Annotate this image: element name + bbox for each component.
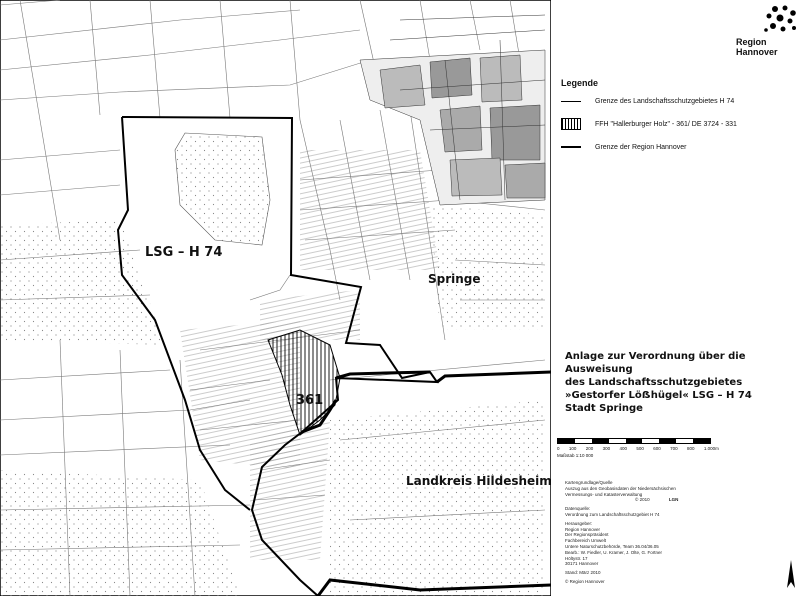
legend-hatch-icon bbox=[561, 118, 581, 130]
legend-label: Grenze des Landschaftsschutzgebietes H 74 bbox=[595, 97, 735, 105]
legend-label: FFH "Hallerburger Holz" - 361/ DE 3724 - 331 bbox=[595, 120, 737, 128]
scale-ticks: 0 100 200 300 400 500 600 700 800 1.000m bbox=[557, 446, 719, 451]
legend-item-region bbox=[561, 141, 686, 153]
imprint-date: Stand: März 2010 bbox=[565, 570, 601, 576]
imprint-heading: Herausgeber: bbox=[565, 520, 593, 526]
north-arrow-icon bbox=[787, 560, 795, 590]
meadow-area bbox=[430, 205, 545, 330]
map-title bbox=[565, 350, 800, 415]
legend-item-lsg bbox=[561, 95, 734, 107]
logo-text: Region Hannover bbox=[736, 37, 778, 57]
scale-bar-graphic bbox=[557, 438, 711, 444]
ffh-361-label: 361 bbox=[296, 393, 324, 408]
imprint-footer: © Region Hannover bbox=[565, 578, 605, 584]
meadow-area bbox=[330, 400, 545, 596]
hildesheim-label: Landkreis Hildesheim bbox=[406, 474, 552, 488]
legend-item-ffh bbox=[561, 118, 737, 130]
title-line: Anlage zur Verordnung über die Ausweisung bbox=[565, 351, 746, 375]
lsg-label: LSG – H 74 bbox=[145, 245, 223, 260]
legend-line-thick-icon bbox=[561, 141, 581, 153]
imprint: Kartengrundlage/Quelle Auszug aus den Geobasisdaten der Niedersächsischen Vermessungs- und Katasterverwaltung © 2010 LGN Datenquelle: Verordnung zum Landschaftsschutzgebiet H 74 Herausgeber: Region Hannover Der Regionspräsident Fachbereich Umwelt Untere Naturschutzbehörde, Team 36.04/36.05 Bearb.: W. Fiedler, U. Kramer, J. Olte, G. Fortner Höltystr. 17 30171 Hannover Stand: März 2010 © Region Hannover bbox=[565, 480, 679, 584]
scale-text: Maßstab 1:10 000 bbox=[557, 453, 594, 458]
legend-title: Legende bbox=[561, 78, 599, 88]
title-line: »Gestorfer Löẞhügel« LSG – H 74 bbox=[565, 390, 752, 401]
legend-panel bbox=[551, 0, 800, 596]
imprint-heading: Kartengrundlage/Quelle bbox=[565, 480, 613, 485]
imprint-heading: Datenquelle: bbox=[565, 506, 591, 512]
legend-label: Grenze der Region Hannover bbox=[595, 143, 687, 151]
title-line: des Landschaftsschutzgebietes bbox=[565, 377, 743, 388]
region-hannover-logo-icon bbox=[763, 5, 799, 35]
lgn-logo: LGN bbox=[668, 497, 679, 503]
scale-bar bbox=[557, 438, 717, 458]
legend-line-thin-icon bbox=[561, 95, 581, 107]
springe-label: Springe bbox=[428, 272, 481, 286]
title-line: Stadt Springe bbox=[565, 403, 643, 414]
